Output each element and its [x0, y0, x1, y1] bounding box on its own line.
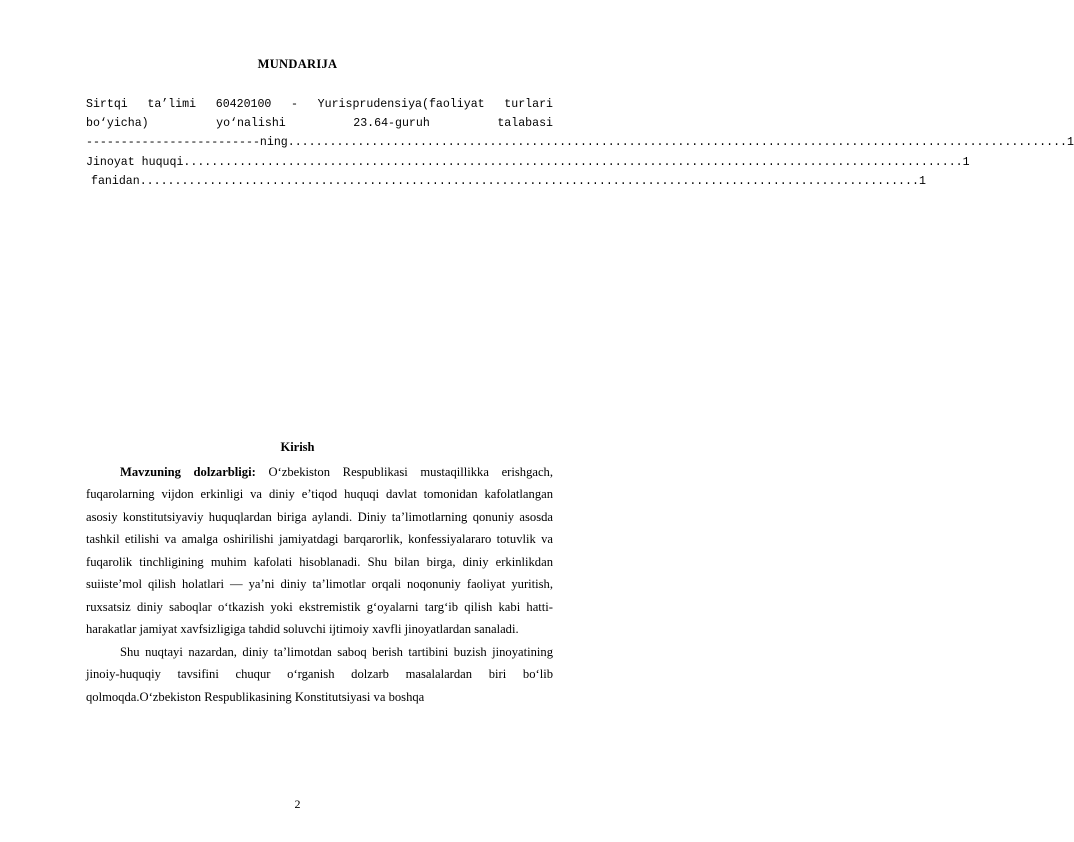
toc-entry-text: fanidan: [91, 174, 140, 188]
toc-dot-leader: ................................................................................................................: [183, 155, 963, 169]
paragraph-text: Shu nuqtayi nazardan, diniy ta’limotdan saboq berish tartibini buzish jinoyatining jinoiy-huquqiy tavsifini chuqur o‘rganish dolzarb masalalardan biri bo‘lib qolmoqda.O‘zbekiston Respublikasining Konstitutsiyasi va boshqa: [86, 644, 553, 704]
toc-word: turlari: [504, 98, 553, 111]
toc-word: talabasi: [497, 117, 553, 131]
toc-dot-leader: ................................................................................................................: [139, 174, 919, 188]
toc-title: MUNDARIJA: [257, 57, 338, 71]
intro-body: [86, 461, 553, 708]
toc-page-number: 1: [962, 155, 970, 169]
toc-word: 60420100: [215, 98, 272, 111]
table-of-contents: [86, 95, 1074, 191]
paragraph-text: O‘zbekiston Respublikasi mustaqillikka erishgach, fuqarolarning vijdon erkinligi va diniy e’tiqod huquqi davlat tomonidan kafolatlangan asosiy konstitutsiyaviy huquqlardan biriga aylandi. Diniy ta’limotlarning qonuniy asosda tashkil etilishi va amalga oshirilishi jamiyatdagi barqarorlik, konfessiyalararo totuvlik va fuqarolik tinchligining muhim kafolati hisoblanadi. Shu bilan birga, diniy erkinlikdan suiiste’mol qilish holatlari — ya’ni diniy ta’limotlar orqali noqonuniy faoliyat yuritish, ruxsatsiz diniy saboqlar o‘tkazish yoki ekstremistik g‘oyalarni targ‘ib qilish kabi hatti-harakatlar jamiyat xavfsizligiga tahdid soluvchi ijtimoiy xavfli jinoyatlardan sanaladi.: [86, 465, 553, 637]
paragraph: [86, 461, 553, 641]
toc-page-number: 1: [1067, 136, 1074, 150]
toc-word: Yurisprudensiya(faoliyat: [317, 98, 485, 111]
toc-word: yo‘nalishi: [216, 117, 286, 131]
toc-entry-student[interactable]: [86, 133, 1074, 152]
toc-word: 23.64-guruh: [353, 117, 430, 131]
toc-word: ta’limi: [147, 98, 197, 111]
toc-entry-text: Jinoyat huquqi: [86, 155, 184, 169]
toc-entry-text: -------------------------ning: [86, 136, 288, 150]
intro-heading: Kirish: [280, 440, 315, 454]
page-number: 2: [294, 797, 301, 811]
toc-word: Sirtqi: [86, 98, 128, 111]
toc-line-2: [86, 114, 553, 133]
toc-entry-subject[interactable]: [86, 153, 970, 172]
toc-page-number: 1: [918, 174, 926, 188]
paragraph-lead-in: Mavzuning dolzarbligi:: [120, 465, 256, 479]
toc-dot-leader: ................................................................................................................: [287, 136, 1067, 150]
toc-word: -: [291, 98, 299, 111]
paragraph: [86, 641, 553, 708]
toc-word: bo‘yicha): [86, 117, 149, 131]
toc-entry-course[interactable]: [86, 172, 926, 191]
toc-line-1: [86, 95, 553, 114]
